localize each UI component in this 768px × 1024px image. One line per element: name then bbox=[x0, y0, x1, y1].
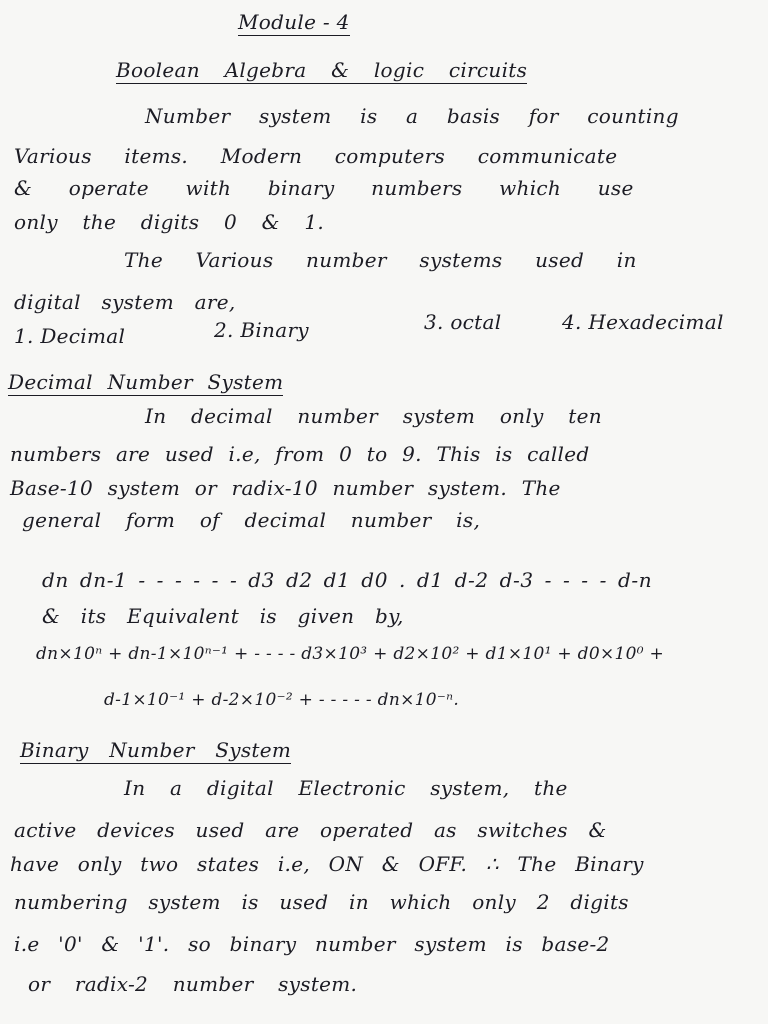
intro-line: digital system are, bbox=[14, 290, 236, 314]
binary-line: In a digital Electronic system, the bbox=[124, 776, 568, 800]
systems-list-item: 3. octal bbox=[424, 310, 502, 334]
systems-list-item: 4. Hexadecimal bbox=[562, 310, 724, 334]
binary-heading: Binary Number System bbox=[20, 738, 292, 762]
binary-line: numbering system is used in which only 2 digits bbox=[14, 890, 629, 914]
page-subtitle: Boolean Algebra & logic circuits bbox=[116, 58, 528, 82]
binary-line: have only two states i.e, ON & OFF. ∴ The Binary bbox=[10, 852, 644, 876]
intro-line: only the digits 0 & 1. bbox=[14, 210, 325, 234]
binary-line: i.e '0' & '1'. so binary number system is base-2 bbox=[14, 932, 610, 956]
decimal-line: numbers are used i.e, from 0 to 9. This is called bbox=[10, 442, 590, 466]
decimal-line: Base-10 system or radix-10 number system. The bbox=[10, 476, 561, 500]
decimal-expansion: d-1×10⁻¹ + d-2×10⁻² + - - - - - dn×10⁻ⁿ. bbox=[104, 690, 460, 710]
binary-line: or radix-2 number system. bbox=[28, 972, 358, 996]
decimal-line: In decimal number system only ten bbox=[145, 404, 602, 428]
page-title: Module - 4 bbox=[238, 10, 350, 34]
binary-line: active devices used are operated as switches & bbox=[14, 818, 607, 842]
decimal-line: general form of decimal number is, bbox=[22, 508, 481, 532]
intro-line: & operate with binary numbers which use bbox=[14, 176, 634, 200]
decimal-equivalent-text: & its Equivalent is given by, bbox=[42, 604, 404, 628]
intro-line: Various items. Modern computers communicate bbox=[14, 144, 618, 168]
decimal-expansion: dn×10ⁿ + dn-1×10ⁿ⁻¹ + - - - - d3×10³ + d2×10² + d1×10¹ + d0×10⁰ + bbox=[36, 644, 665, 664]
intro-line: The Various number systems used in bbox=[124, 248, 637, 272]
systems-list-item: 1. Decimal bbox=[14, 324, 126, 348]
decimal-general-form: dn dn-1 - - - - - - d3 d2 d1 d0 . d1 d-2 d-3 - - - - d-n bbox=[42, 568, 653, 592]
intro-line: Number system is a basis for counting bbox=[145, 104, 679, 128]
systems-list-item: 2. Binary bbox=[214, 318, 309, 342]
decimal-heading: Decimal Number System bbox=[8, 370, 284, 394]
